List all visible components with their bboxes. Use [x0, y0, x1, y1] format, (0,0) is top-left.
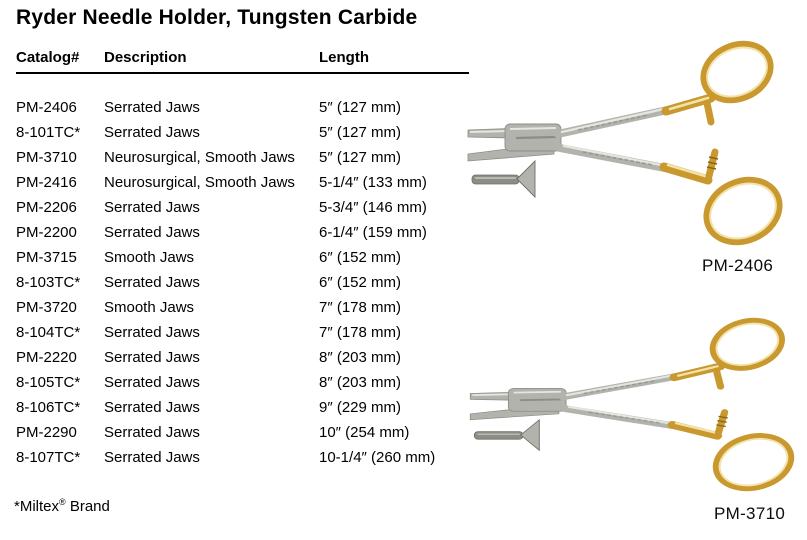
table-header-row	[16, 50, 469, 74]
table-row	[16, 170, 469, 195]
cell-catalog-number: PM-2200	[16, 224, 77, 241]
col-header-length: Length	[319, 49, 369, 66]
cell-catalog-number: PM-2290	[16, 424, 77, 441]
page-title: Ryder Needle Holder, Tungsten Carbide	[16, 6, 418, 29]
cell-length: 7″ (178 mm)	[319, 324, 401, 341]
cell-catalog-number: 8-106TC*	[16, 399, 81, 416]
table-row	[16, 370, 469, 395]
cell-length: 10″ (254 mm)	[319, 424, 410, 441]
figure-label-pm2406: PM-2406	[702, 256, 774, 275]
table-row	[16, 295, 469, 320]
table-row	[16, 445, 469, 470]
cell-length: 5-3/4″ (146 mm)	[319, 199, 427, 216]
cell-description: Serrated Jaws	[104, 224, 200, 241]
cell-length: 8″ (203 mm)	[319, 349, 401, 366]
cell-length: 8″ (203 mm)	[319, 374, 401, 391]
cell-length: 5-1/4″ (133 mm)	[319, 174, 427, 191]
cell-catalog-number: PM-2206	[16, 199, 77, 216]
cell-length: 5″ (127 mm)	[319, 124, 401, 141]
table-body	[16, 95, 469, 470]
table-row	[16, 145, 469, 170]
cell-length: 10-1/4″ (260 mm)	[319, 449, 436, 466]
cell-description: Serrated Jaws	[104, 374, 200, 391]
cell-length: 6″ (152 mm)	[319, 249, 401, 266]
cell-description: Serrated Jaws	[104, 199, 200, 216]
col-header-catalog: Catalog#	[16, 49, 80, 66]
cell-catalog-number: PM-2416	[16, 174, 77, 191]
cell-catalog-number: 8-105TC*	[16, 374, 81, 391]
cell-description: Smooth Jaws	[104, 249, 195, 266]
cell-length: 9″ (229 mm)	[319, 399, 401, 416]
cell-description: Neurosurgical, Smooth Jaws	[104, 174, 295, 191]
product-table	[16, 50, 469, 470]
cell-length: 7″ (178 mm)	[319, 299, 401, 316]
table-row	[16, 345, 469, 370]
table-row	[16, 270, 469, 295]
cell-description: Serrated Jaws	[104, 399, 200, 416]
table-row	[16, 420, 469, 445]
cell-catalog-number: PM-3710	[16, 149, 77, 166]
cell-description: Serrated Jaws	[104, 449, 200, 466]
cell-catalog-number: PM-2406	[16, 99, 77, 116]
cell-catalog-number: 8-104TC*	[16, 324, 81, 341]
cell-description: Neurosurgical, Smooth Jaws	[104, 149, 295, 166]
table-row	[16, 195, 469, 220]
table-row	[16, 395, 469, 420]
table-row	[16, 220, 469, 245]
cell-catalog-number: 8-101TC*	[16, 124, 81, 141]
cell-catalog-number: PM-3715	[16, 249, 77, 266]
product-figure-pm2406	[458, 8, 793, 258]
cell-length: 6-1/4″ (159 mm)	[319, 224, 427, 241]
table-row	[16, 95, 469, 120]
footnote	[14, 497, 110, 515]
cell-description: Serrated Jaws	[104, 274, 200, 291]
cell-catalog-number: 8-103TC*	[16, 274, 81, 291]
col-header-description: Description	[104, 49, 187, 66]
cell-length: 5″ (127 mm)	[319, 99, 401, 116]
registered-trademark-symbol: ®	[59, 497, 66, 507]
footnote-brand: *Miltex	[14, 498, 60, 515]
cell-description: Smooth Jaws	[104, 299, 195, 316]
cell-catalog-number: 8-107TC*	[16, 449, 81, 466]
cell-catalog-number: PM-2220	[16, 349, 77, 366]
cell-description: Serrated Jaws	[104, 424, 200, 441]
footnote-brand-suffix: Brand	[65, 498, 110, 515]
cell-description: Serrated Jaws	[104, 349, 200, 366]
figure-label-pm3710: PM-3710	[714, 504, 786, 523]
cell-catalog-number: PM-3720	[16, 299, 77, 316]
table-row	[16, 120, 469, 145]
product-figure-pm3710	[460, 290, 805, 502]
table-row	[16, 245, 469, 270]
cell-description: Serrated Jaws	[104, 124, 200, 141]
cell-length: 5″ (127 mm)	[319, 149, 401, 166]
table-row	[16, 320, 469, 345]
cell-length: 6″ (152 mm)	[319, 274, 401, 291]
cell-description: Serrated Jaws	[104, 324, 200, 341]
needle-holder-icon	[460, 290, 805, 502]
needle-holder-icon	[458, 8, 793, 258]
cell-description: Serrated Jaws	[104, 99, 200, 116]
